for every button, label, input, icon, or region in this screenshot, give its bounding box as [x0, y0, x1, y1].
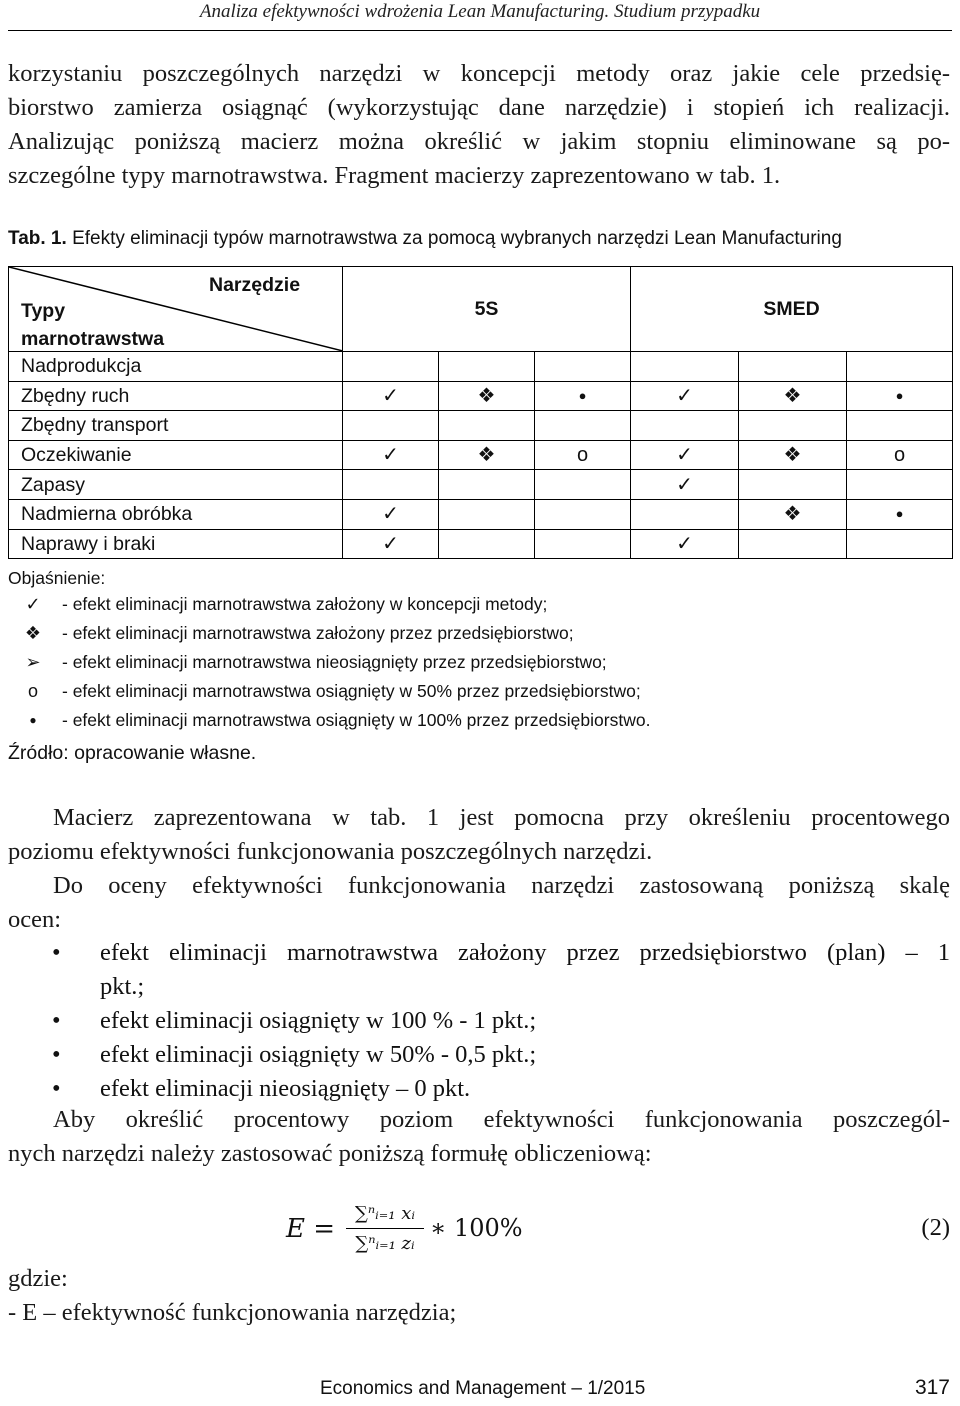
matrix-mark-cell: ❖	[439, 440, 535, 470]
table-source: Źródło: opracowanie własne.	[8, 742, 257, 764]
table-caption-text: Efekty eliminacji typów marnotrawstwa za pomocą wybranych narzędzi Lean Manufacturing	[72, 228, 842, 249]
matrix-mark-cell	[343, 352, 439, 382]
legend-symbol-icon: ●	[29, 713, 37, 727]
matrix-mark-cell	[439, 470, 535, 500]
table-row	[9, 411, 953, 441]
table-row	[9, 529, 953, 559]
matrix-mark-cell	[535, 499, 631, 529]
bullet-icon: •	[52, 1007, 61, 1034]
list-item-text: pkt.;	[100, 973, 145, 1000]
legend-symbol-icon: o	[27, 681, 38, 701]
waste-type-label: Nadmierna obróbka	[9, 499, 343, 529]
list-item-text: efekt eliminacji osiągnięty w 100 % - 1 pkt.;	[100, 1007, 537, 1034]
matrix-mark-cell	[847, 529, 953, 559]
table-caption	[8, 226, 842, 252]
header-rule	[8, 30, 952, 31]
text-line: poziomu efektywności funkcjonowania poszczególnych narzędzi.	[8, 838, 653, 865]
page-number: 317	[914, 1376, 950, 1399]
corner-label-waste	[21, 297, 164, 352]
table-header-row	[9, 267, 953, 352]
waste-type-label: Oczekiwanie	[9, 440, 343, 470]
matrix-mark-cell	[847, 352, 953, 382]
table-row	[9, 352, 953, 382]
page-footer	[0, 1374, 960, 1406]
matrix-mark-cell	[847, 411, 953, 441]
matrix-mark-cell	[535, 352, 631, 382]
matrix-mark-cell	[439, 411, 535, 441]
matrix-mark-cell: ✓	[343, 440, 439, 470]
running-head: Analiza efektywności wdrożenia Lean Manufacturing. Studium przypadku	[199, 1, 761, 22]
paragraph-matrix-usefulness	[8, 801, 950, 869]
matrix-mark-cell: ❖	[739, 440, 847, 470]
matrix-mark-cell: o	[535, 440, 631, 470]
corner-label-line: Typy	[21, 300, 66, 322]
matrix-mark-cell	[439, 352, 535, 382]
matrix-mark-cell	[439, 499, 535, 529]
legend-item	[8, 590, 948, 619]
legend-text: - efekt eliminacji marnotrawstwa nieosiągnięty przez przedsiębiorstwo;	[62, 652, 607, 672]
legend-item	[8, 619, 948, 648]
matrix-mark-cell: ❖	[439, 381, 535, 411]
waste-type-label: Zbędny ruch	[9, 381, 343, 411]
list-item	[8, 1072, 950, 1106]
legend	[8, 566, 948, 735]
table-row	[9, 440, 953, 470]
waste-elimination-matrix	[8, 266, 953, 559]
text-line: biorstwo zamierza osiągnąć (wykorzystując dane narzędzie) i stopień ich realizacji.	[8, 94, 950, 121]
efficiency-formula	[280, 1196, 540, 1270]
list-item-text: efekt eliminacji nieosiągnięty – 0 pkt.	[100, 1075, 471, 1102]
list-item	[8, 1004, 950, 1038]
matrix-mark-cell: ●	[847, 499, 953, 529]
text-line: korzystaniu poszczególnych narzędzi w koncepcji metody oraz jakie cele przedsię-	[8, 60, 950, 87]
matrix-mark-cell: ✓	[631, 529, 739, 559]
tool-header-5s: 5S	[343, 267, 631, 352]
matrix-mark-cell	[847, 470, 953, 500]
text-line: szczególne typy marnotrawstwa. Fragment macierzy zaprezentowano w tab. 1.	[8, 162, 781, 189]
paragraph-rating-scale	[8, 869, 950, 937]
text-line: ocen:	[8, 906, 62, 933]
list-item	[8, 936, 950, 1004]
text-line: Analizując poniższą macierz można określić w jakim stopniu eliminowane są po-	[8, 128, 950, 155]
where-section	[8, 1262, 950, 1330]
matrix-mark-cell	[535, 470, 631, 500]
matrix-mark-cell: ✓	[631, 381, 739, 411]
legend-text: - efekt eliminacji marnotrawstwa osiągnięty w 50% przez przedsiębiorstwo;	[62, 681, 641, 701]
rating-scale-list	[8, 936, 950, 1106]
text-line: Macierz zaprezentowana w tab. 1 jest pomocna przy określeniu procentowego	[53, 804, 950, 831]
matrix-mark-cell	[439, 529, 535, 559]
text-line: Do oceny efektywności funkcjonowania narzędzi zastosowaną poniższą skalę	[53, 872, 950, 899]
equation-number: (2)	[921, 1214, 950, 1241]
corner-label-line: marnotrawstwa	[21, 328, 165, 350]
legend-text: - efekt eliminacji marnotrawstwa założony w koncepcji metody;	[62, 594, 548, 614]
matrix-mark-cell: ●	[847, 381, 953, 411]
waste-type-label: Zbędny transport	[9, 411, 343, 441]
legend-symbol-icon: ✓	[25, 594, 41, 614]
where-label: gdzie:	[8, 1265, 68, 1292]
bullet-icon: •	[52, 1041, 61, 1068]
text-line: nych narzędzi należy zastosować poniższą formułę obliczeniową:	[8, 1140, 652, 1167]
legend-item	[8, 648, 948, 677]
matrix-mark-cell	[535, 411, 631, 441]
legend-title: Objaśnienie:	[8, 568, 106, 588]
intro-paragraph	[8, 57, 950, 193]
tool-header-smed: SMED	[631, 267, 953, 352]
matrix-mark-cell	[343, 470, 439, 500]
formula-rhs: ∗ 100%	[430, 1214, 523, 1242]
matrix-mark-cell: ●	[535, 381, 631, 411]
journal-name: Economics and Management – 1/2015	[320, 1378, 646, 1399]
legend-item	[8, 706, 948, 735]
table-caption-label: Tab. 1.	[8, 228, 67, 249]
formula-numerator: ∑ⁿᵢ₌₁ xᵢ	[346, 1200, 424, 1229]
formula-lhs: E =	[286, 1214, 336, 1244]
matrix-mark-cell	[535, 529, 631, 559]
matrix-mark-cell: o	[847, 440, 953, 470]
paragraph-formula-intro	[8, 1103, 950, 1171]
matrix-mark-cell: ✓	[343, 529, 439, 559]
list-item-text: efekt eliminacji marnotrawstwa założony przez przedsiębiorstwo (plan) – 1	[100, 939, 950, 966]
table-body	[9, 352, 953, 559]
list-item-text: efekt eliminacji osiągnięty w 50% - 0,5 pkt.;	[100, 1041, 537, 1068]
waste-type-label: Zapasy	[9, 470, 343, 500]
matrix-mark-cell	[739, 470, 847, 500]
text-line: Aby określić procentowy poziom efektywności funkcjonowania poszczegól-	[53, 1106, 950, 1133]
where-item: - E – efektywność funkcjonowania narzędzia;	[8, 1299, 457, 1326]
formula-denominator: ∑ⁿᵢ₌₁ zᵢ	[355, 1233, 415, 1254]
legend-item	[8, 677, 948, 706]
matrix-mark-cell: ✓	[631, 440, 739, 470]
waste-type-label: Naprawy i braki	[9, 529, 343, 559]
table-row	[9, 499, 953, 529]
table-row	[9, 470, 953, 500]
legend-items	[8, 590, 948, 735]
matrix-mark-cell: ✓	[343, 381, 439, 411]
matrix-mark-cell	[631, 499, 739, 529]
matrix-mark-cell	[739, 529, 847, 559]
legend-text: - efekt eliminacji marnotrawstwa osiągnięty w 100% przez przedsiębiorstwo.	[62, 710, 651, 730]
table-row	[9, 381, 953, 411]
matrix-mark-cell	[631, 352, 739, 382]
bullet-icon: •	[52, 939, 61, 966]
table-corner-cell	[9, 267, 343, 352]
bullet-icon: •	[52, 1075, 61, 1102]
matrix-mark-cell	[739, 411, 847, 441]
waste-type-label: Nadprodukcja	[9, 352, 343, 382]
legend-text: - efekt eliminacji marnotrawstwa założony przez przedsiębiorstwo;	[62, 623, 574, 643]
legend-symbol-icon: ➢	[25, 652, 41, 672]
matrix-mark-cell: ✓	[631, 470, 739, 500]
list-item	[8, 1038, 950, 1072]
matrix-mark-cell: ❖	[739, 381, 847, 411]
legend-symbol-icon: ❖	[24, 623, 42, 643]
matrix-mark-cell: ❖	[739, 499, 847, 529]
corner-label-tool: Narzędzie	[209, 274, 301, 296]
matrix-mark-cell	[631, 411, 739, 441]
matrix-mark-cell	[739, 352, 847, 382]
matrix-mark-cell	[343, 411, 439, 441]
matrix-mark-cell: ✓	[343, 499, 439, 529]
formula-fraction	[346, 1200, 424, 1259]
